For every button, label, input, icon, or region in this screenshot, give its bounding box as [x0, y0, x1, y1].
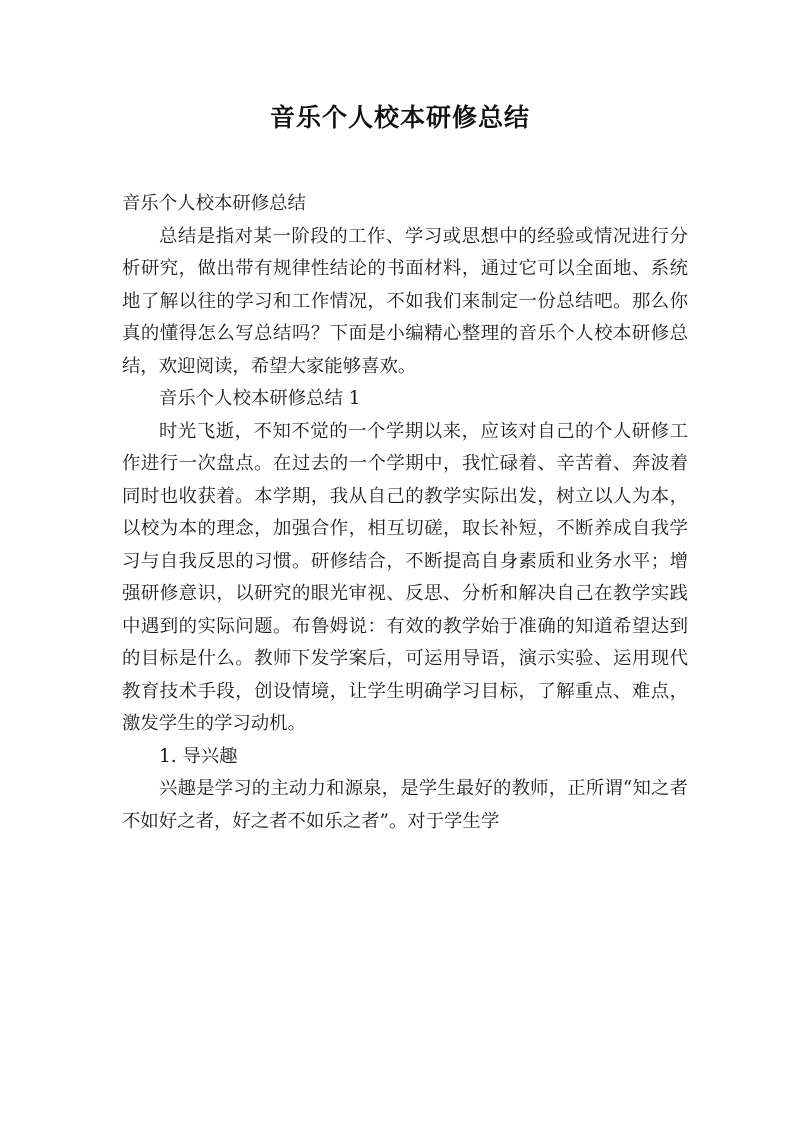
document-body [122, 188, 688, 838]
subsection-heading: 1. 导兴趣 [159, 745, 238, 767]
body-paragraph-continued: 兴趣是学习的主动力和源泉，是学生最好的教师，正所谓“知之者不如好之者，好之者不如乐之者”。对于学生学 [122, 778, 688, 832]
section-heading: 音乐个人校本研修总结 1 [159, 388, 361, 409]
body-paragraph: 时光飞逝，不知不觉的一个学期以来，应该对自己的个人研修工作进行一次盘点。在过去的一个学期中，我忙碌着、辛苦着、奔波着同时也收获着。本学期，我从自己的教学实际出发，树立以人为本，以校为本的理念，加强合作，相互切磋，取长补短，不断养成自我学习与自我反思的习惯。研修结合，不断提高自身素质和业务水平；增强研修意识，以研究的眼光审视、反思、分析和解决自己在教学实践中遇到的实际问题。布鲁姆说：有效的教学始于准确的知道希望达到的目标是什么。教师下发学案后，可运用导语，演示实验、运用现代教育技术手段，创设情境，让学生明确学习目标，了解重点、难点，激发学生的学习动机。 [122, 420, 688, 734]
document-title: 音乐个人校本研修总结 [269, 103, 530, 132]
doc-subtitle: 音乐个人校本研修总结 [122, 193, 306, 214]
intro-paragraph: 总结是指对某一阶段的工作、学习或思想中的经验或情况进行分析研究，做出带有规律性结论的书面材料，通过它可以全面地、系统地了解以往的学习和工作情况，不如我们来制定一份总结吧。那么你真的懂得怎么写总结吗？下面是小编精心整理的音乐个人校本研修总结，欢迎阅读，希望大家能够喜欢。 [122, 225, 688, 377]
